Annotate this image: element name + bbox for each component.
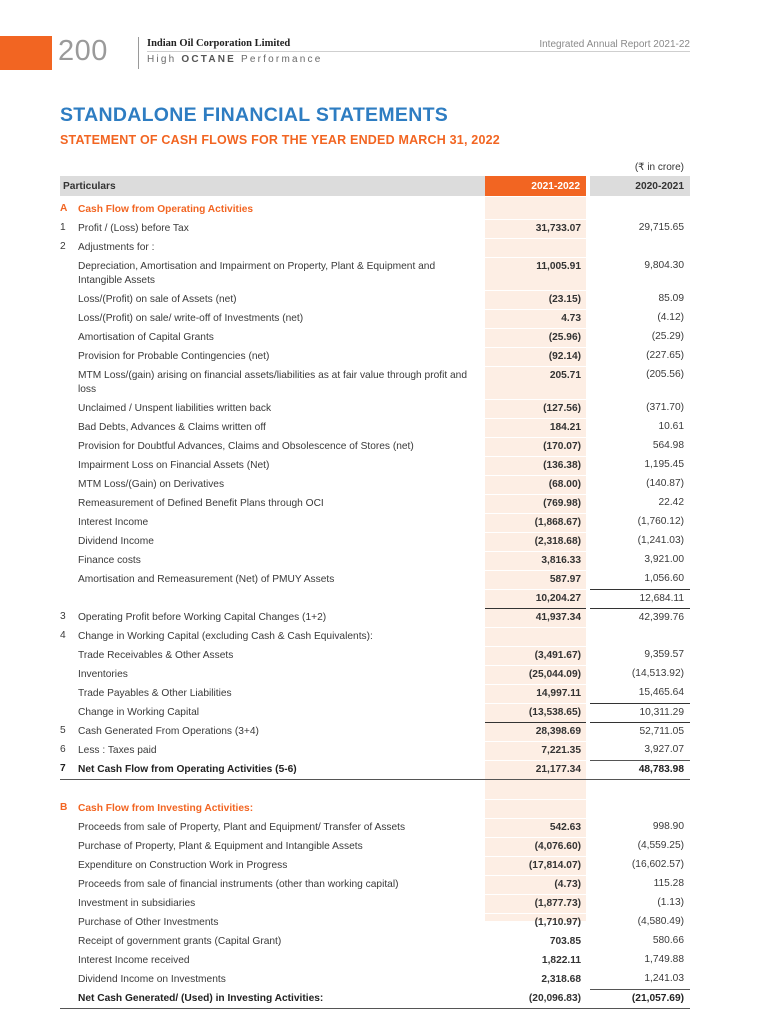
- row-value-previous: (16,602.57): [631, 859, 685, 870]
- page-number: 200: [58, 35, 108, 67]
- row-number: [60, 532, 78, 551]
- table-row: [60, 608, 690, 627]
- row-value-current: 184.21: [485, 418, 586, 437]
- row-value-current: (17,814.07): [485, 856, 586, 875]
- row-label: Purchase of Property, Plant & Equipment and Intangible Assets: [78, 841, 363, 852]
- table-row: [60, 856, 690, 875]
- row-number: [60, 456, 78, 475]
- row-number: [60, 818, 78, 837]
- row-number: 1: [60, 222, 66, 233]
- row-label: Adjustments for :: [78, 242, 155, 253]
- report-title: Integrated Annual Report 2021-22: [539, 39, 690, 50]
- row-label: Cash Flow from Investing Activities:: [78, 803, 254, 814]
- row-number: [60, 951, 78, 970]
- row-label: Cash Flow from Operating Activities: [78, 204, 254, 215]
- unit-label: (₹ in crore): [634, 162, 684, 173]
- row-value-current: 14,997.11: [485, 684, 586, 703]
- row-number: 5: [60, 725, 66, 736]
- row-number: [60, 257, 78, 290]
- row-value-current: 21,177.34: [485, 760, 586, 780]
- table-row: [60, 290, 690, 309]
- row-number: [60, 290, 78, 309]
- row-label: Loss/(Profit) on sale/ write-off of Investments (net): [78, 313, 304, 324]
- row-number: [60, 551, 78, 570]
- row-label: Provision for Probable Contingencies (net): [78, 351, 270, 362]
- row-value-current: 3,816.33: [485, 551, 586, 570]
- row-value-current: 7,221.35: [485, 741, 586, 760]
- row-number: [60, 989, 78, 1009]
- row-value-previous: [590, 799, 690, 818]
- row-value-current: (136.38): [485, 456, 586, 475]
- row-label: Profit / (Loss) before Tax: [78, 223, 189, 234]
- row-value-current: [485, 627, 586, 646]
- row-number: [60, 875, 78, 894]
- table-header-row: [60, 176, 690, 196]
- table-row: [60, 894, 690, 913]
- row-value-previous: [590, 238, 690, 257]
- row-value-previous: (371.70): [646, 402, 685, 413]
- row-value-previous: (1,760.12): [637, 516, 685, 527]
- table-row: [60, 951, 690, 970]
- table-row: [60, 418, 690, 437]
- row-value-previous: (227.65): [646, 350, 685, 361]
- row-label: Expenditure on Construction Work in Progress: [78, 860, 288, 871]
- row-value-current: 1,822.11: [485, 951, 586, 970]
- row-label: Proceeds from sale of Property, Plant and Equipment/ Transfer of Assets: [78, 822, 406, 833]
- table-row: [60, 741, 690, 760]
- header-rule: [147, 51, 690, 52]
- row-value-current: 31,733.07: [485, 219, 586, 238]
- row-label: Trade Payables & Other Liabilities: [78, 688, 232, 699]
- table-row: [60, 456, 690, 475]
- tagline-pre: High: [147, 54, 182, 65]
- row-label: Purchase of Other Investments: [78, 917, 219, 928]
- row-label: Operating Profit before Working Capital Changes (1+2): [78, 612, 327, 623]
- page-subtitle: STATEMENT OF CASH FLOWS FOR THE YEAR ENDED MARCH 31, 2022: [60, 133, 500, 147]
- row-value-current: [485, 799, 586, 818]
- table-row: [60, 328, 690, 347]
- row-label: Provision for Doubtful Advances, Claims and Obsolescence of Stores (net): [78, 441, 414, 452]
- row-value-previous: 1,241.03: [644, 973, 685, 984]
- row-number: [60, 684, 78, 703]
- page-tab-accent: [0, 36, 52, 70]
- row-value-previous: 3,921.00: [644, 554, 685, 565]
- row-number: [60, 913, 78, 932]
- table-row: [60, 627, 690, 646]
- row-label: Investment in subsidiaries: [78, 898, 196, 909]
- row-number: [60, 856, 78, 875]
- row-value-previous: 9,804.30: [644, 260, 685, 271]
- table-row: [60, 589, 690, 608]
- row-value-current: (4,076.60): [485, 837, 586, 856]
- row-number: [60, 894, 78, 913]
- row-value-previous: 10,311.29: [590, 703, 690, 722]
- row-value-current: (2,318.68): [485, 532, 586, 551]
- row-label: Receipt of government grants (Capital Grant): [78, 936, 282, 947]
- table-row: [60, 475, 690, 494]
- row-number: [60, 837, 78, 856]
- row-number: [60, 646, 78, 665]
- table-row: [60, 551, 690, 570]
- row-value-current: (4.73): [485, 875, 586, 894]
- row-value-previous: 1,195.45: [644, 459, 685, 470]
- row-label: Cash Generated From Operations (3+4): [78, 726, 259, 737]
- row-value-previous: [590, 780, 690, 800]
- row-value-current: (68.00): [485, 475, 586, 494]
- row-value-current: 205.71: [485, 366, 586, 399]
- row-value-current: (769.98): [485, 494, 586, 513]
- row-value-previous: 1,056.60: [644, 573, 685, 584]
- row-value-previous: (205.56): [646, 369, 685, 380]
- table-row: [60, 238, 690, 257]
- table-row: [60, 532, 690, 551]
- row-label: Amortisation and Remeasurement (Net) of PMUY Assets: [78, 574, 335, 585]
- row-value-current: (92.14): [485, 347, 586, 366]
- row-value-current: [485, 780, 586, 800]
- row-value-current: 11,005.91: [485, 257, 586, 290]
- row-value-previous: 52,711.05: [639, 725, 685, 737]
- table-row: [60, 799, 690, 818]
- row-number: [60, 589, 78, 608]
- table-row: [60, 219, 690, 238]
- row-number: [60, 780, 78, 800]
- row-value-previous: 1,749.88: [644, 954, 685, 965]
- table-row: [60, 437, 690, 456]
- row-label: Dividend Income: [78, 536, 154, 547]
- table-row: [60, 646, 690, 665]
- table-row: [60, 760, 690, 780]
- row-value-current: (13,538.65): [485, 703, 586, 722]
- row-value-previous: (4,559.25): [637, 840, 685, 851]
- row-number: [60, 494, 78, 513]
- row-value-previous: (25.29): [651, 331, 685, 342]
- row-number: 7: [60, 760, 78, 780]
- row-number: 6: [60, 744, 66, 755]
- table-row: [60, 818, 690, 837]
- row-value-current: (23.15): [485, 290, 586, 309]
- row-number: [60, 347, 78, 366]
- row-label: Proceeds from sale of financial instruments (other than working capital): [78, 879, 399, 890]
- row-value-previous: (1.13): [657, 897, 685, 908]
- row-value-current: (25,044.09): [485, 665, 586, 684]
- row-value-current: 542.63: [485, 818, 586, 837]
- row-number: 2: [60, 241, 66, 252]
- table-row: [60, 513, 690, 532]
- table-row: [60, 722, 690, 741]
- row-value-current: 41,937.34: [485, 608, 586, 627]
- row-value-current: (127.56): [485, 399, 586, 418]
- row-value-previous: 12,684.11: [590, 589, 690, 608]
- row-label: MTM Loss/(gain) arising on financial assets/liabilities as at fair value through profit and loss: [78, 370, 468, 395]
- row-value-previous: [590, 627, 690, 646]
- row-value-current: (20,096.83): [485, 989, 586, 1009]
- table-row: [60, 399, 690, 418]
- table-row: [60, 989, 690, 1009]
- row-value-current: [485, 200, 586, 219]
- row-value-previous: (4,580.49): [637, 916, 685, 927]
- row-number: [60, 437, 78, 456]
- table-row: [60, 684, 690, 703]
- row-number: B: [60, 802, 68, 813]
- row-label: Bad Debts, Advances & Claims written off: [78, 422, 266, 433]
- row-number: [60, 328, 78, 347]
- row-value-current: (170.07): [485, 437, 586, 456]
- header-current-year: 2021-2022: [485, 176, 586, 196]
- row-value-current: 10,204.27: [485, 589, 586, 608]
- table-row: [60, 970, 690, 989]
- row-number: [60, 932, 78, 951]
- row-value-previous: 9,359.57: [644, 649, 685, 660]
- row-label: Trade Receivables & Other Assets: [78, 650, 234, 661]
- row-value-current: 4.73: [485, 309, 586, 328]
- row-label: Unclaimed / Unspent liabilities written back: [78, 403, 272, 414]
- row-value-current: 587.97: [485, 570, 586, 589]
- table-row: [60, 347, 690, 366]
- tagline-bold: OCTANE: [181, 54, 237, 65]
- table-row: [60, 366, 690, 399]
- row-value-previous: 580.66: [652, 935, 685, 946]
- row-value-previous: (1,241.03): [637, 535, 685, 546]
- row-label: Interest Income received: [78, 955, 190, 966]
- row-value-current: (25.96): [485, 328, 586, 347]
- row-number: [60, 570, 78, 589]
- row-value-current: (1,877.73): [485, 894, 586, 913]
- row-label: Loss/(Profit) on sale of Assets (net): [78, 294, 237, 305]
- header-previous-year: 2020-2021: [590, 176, 690, 196]
- row-value-previous: 998.90: [652, 821, 685, 832]
- row-value-current: 28,398.69: [485, 722, 586, 741]
- row-number: [60, 366, 78, 399]
- row-label: Less : Taxes paid: [78, 745, 157, 756]
- table-row: [60, 309, 690, 328]
- row-value-current: (1,868.67): [485, 513, 586, 532]
- row-number: [60, 970, 78, 989]
- row-label: [78, 780, 485, 800]
- row-value-previous: (4.12): [657, 312, 685, 323]
- row-label: Dividend Income on Investments: [78, 974, 226, 985]
- table-row: [60, 780, 690, 800]
- table-row: [60, 494, 690, 513]
- row-value-current: (1,710.97): [485, 913, 586, 932]
- row-label: Amortisation of Capital Grants: [78, 332, 214, 343]
- row-value-current: 2,318.68: [485, 970, 586, 989]
- table-row: [60, 913, 690, 932]
- row-label: Interest Income: [78, 517, 149, 528]
- table-row: [60, 932, 690, 951]
- row-value-current: (3,491.67): [485, 646, 586, 665]
- header-particulars: Particulars: [60, 176, 485, 196]
- row-number: [60, 475, 78, 494]
- row-label: MTM Loss/(Gain) on Derivatives: [78, 479, 225, 490]
- company-name: Indian Oil Corporation Limited: [147, 38, 291, 49]
- row-value-previous: 15,465.64: [638, 687, 685, 698]
- row-value-previous: (140.87): [646, 478, 685, 489]
- row-label: Depreciation, Amortisation and Impairment on Property, Plant & Equipment and Intangible Assets: [78, 261, 436, 286]
- row-value-previous: 42,399.76: [638, 611, 685, 623]
- row-label: Impairment Loss on Financial Assets (Net): [78, 460, 270, 471]
- row-number: [60, 399, 78, 418]
- row-label: Change in Working Capital (excluding Cash & Cash Equivalents):: [78, 631, 373, 642]
- row-label: Net Cash Flow from Operating Activities (5-6): [78, 760, 485, 780]
- table-row: [60, 570, 690, 589]
- table-row: [60, 703, 690, 722]
- header-divider: [138, 37, 139, 69]
- row-value-previous: 85.09: [658, 293, 685, 304]
- row-value-current: 703.85: [485, 932, 586, 951]
- table-row: [60, 665, 690, 684]
- row-value-previous: 115.28: [653, 878, 685, 889]
- row-value-previous: [590, 200, 690, 219]
- row-value-previous: 48,783.98: [590, 760, 690, 780]
- row-value-previous: (14,513.92): [631, 668, 685, 679]
- company-tagline: [147, 54, 322, 65]
- row-number: 4: [60, 630, 66, 641]
- row-number: [60, 513, 78, 532]
- row-number: [60, 703, 78, 722]
- row-number: A: [60, 203, 68, 214]
- row-number: [60, 418, 78, 437]
- cash-flow-table: [60, 176, 690, 1009]
- row-value-previous: 22.42: [658, 497, 685, 508]
- table-row: [60, 257, 690, 290]
- row-label: Change in Working Capital: [78, 707, 199, 718]
- row-value-previous: 10.61: [658, 421, 685, 432]
- row-value-previous: 3,927.07: [644, 744, 685, 755]
- row-number: 3: [60, 611, 66, 622]
- page-title: STANDALONE FINANCIAL STATEMENTS: [60, 104, 449, 126]
- row-value-previous: 564.98: [652, 440, 685, 451]
- row-number: [60, 309, 78, 328]
- tagline-post: Performance: [236, 54, 323, 65]
- table-row: [60, 837, 690, 856]
- row-number: [60, 665, 78, 684]
- row-label: Finance costs: [78, 555, 141, 566]
- row-value-previous: 29,715.65: [638, 222, 685, 233]
- row-label: Net Cash Generated/ (Used) in Investing Activities:: [78, 989, 485, 1009]
- row-label: Remeasurement of Defined Benefit Plans through OCI: [78, 498, 324, 509]
- row-value-previous: (21,057.69): [590, 989, 690, 1009]
- row-label: Inventories: [78, 669, 128, 680]
- row-value-current: [485, 238, 586, 257]
- row-label: [78, 589, 485, 608]
- table-row: [60, 875, 690, 894]
- table-row: [60, 200, 690, 219]
